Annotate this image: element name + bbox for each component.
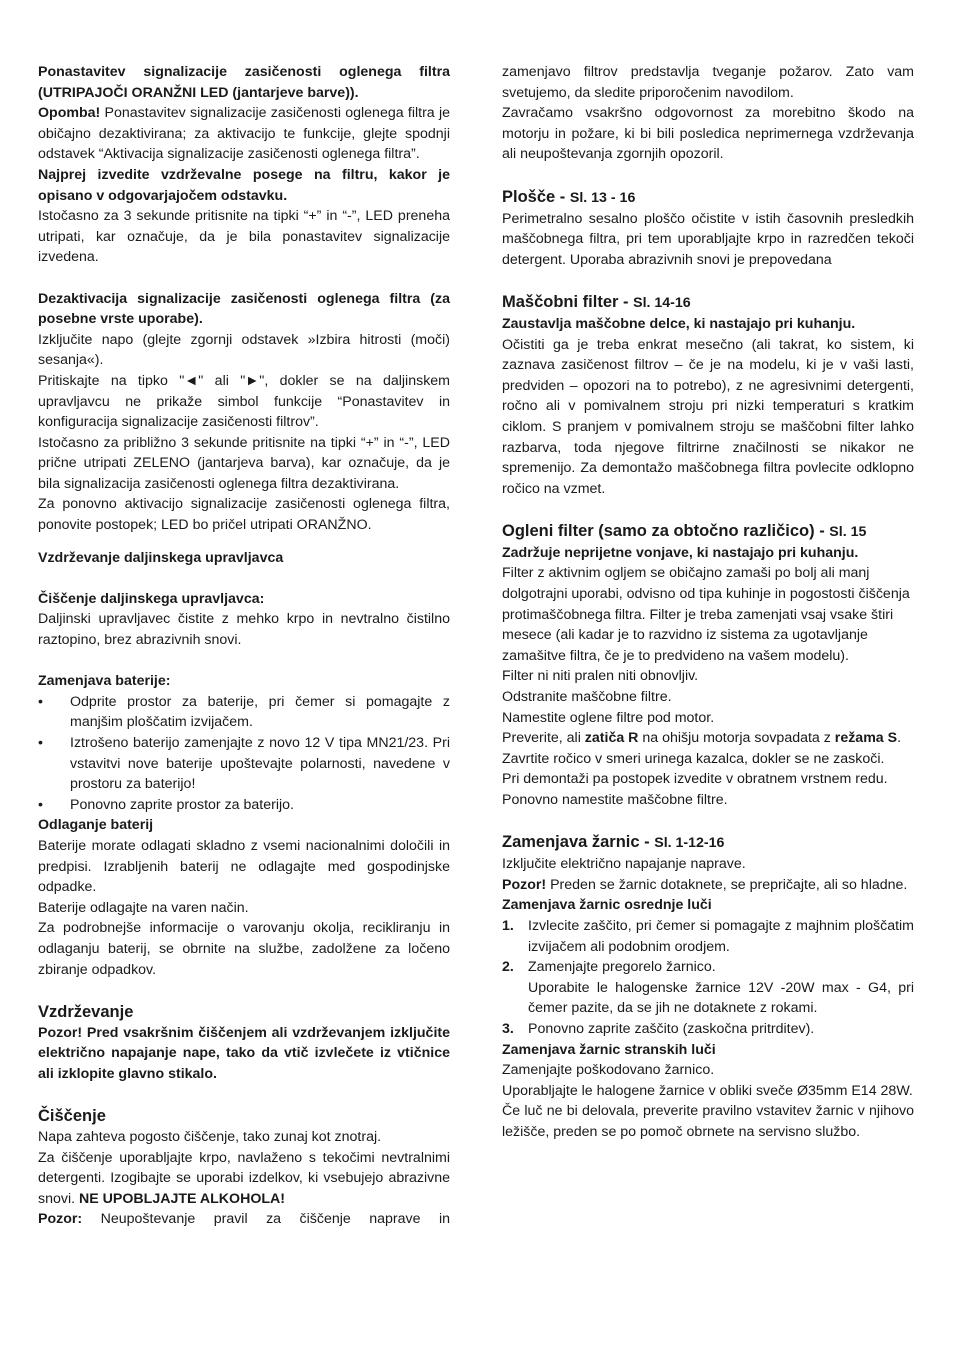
cleaning-warning-label: Pozor: <box>38 1211 83 1228</box>
remote-cleaning-title: Čiščenje daljinskega upravljavca: <box>38 590 265 607</box>
side-lamps-p1: Zamenjajte poškodovano žarnico. <box>502 1062 715 1079</box>
list-item: 1. Izvlecite zaščito, pri čemer si pomagajte z majhnim ploščatim izvijačem ali podobnim orodjem. <box>502 917 914 955</box>
plates-title: Plošče - Sl. 13 - 16 <box>502 187 636 206</box>
carbon-filter-p6: Pri demontaži pa postopek izvedite v obratnem vrstnem redu. <box>502 771 888 788</box>
grease-filter-subtitle: Zaustavlja maščobne delce, ki nastajajo pri kuhanju. <box>502 315 856 332</box>
carbon-filter-p3: Odstranite maščobne filtre. <box>502 689 672 706</box>
list-item: 2. Zamenjajte pregorelo žarnico. Uporabite le halogenske žarnice 12V -20W max - G4, pri čemer pazite, da se jih ne dotaknete z rokami. <box>502 959 914 1017</box>
bullet: • <box>38 693 43 710</box>
remote-maintenance-title: Vzdrževanje daljinskega upravljavca <box>38 549 284 566</box>
side-lamps-p2: Uporabljajte le halogene žarnice v obliki sveče Ø35mm E14 28W. <box>502 1082 913 1099</box>
reset-note <box>38 103 450 165</box>
figure-ref: Sl. 14-16 <box>633 294 691 311</box>
disposal-p2: Baterije odlagajte na varen način. <box>38 899 249 916</box>
step-number: 2. <box>502 959 514 976</box>
reset-title: Ponastavitev signalizacije zasičenosti oglenega filtra (UTRIPAJOČI ORANŽNI LED (jantarjeve barve)). <box>38 64 450 101</box>
grease-filter-title: Maščobni filter - Sl. 14-16 <box>502 292 691 311</box>
carbon-filter-p2: Filter ni niti pralen niti obnovljiv. <box>502 668 699 685</box>
side-lamps-title: Zamenjava žarnic stranskih luči <box>502 1041 716 1058</box>
figure-ref: Sl. 15 <box>829 523 867 540</box>
carbon-filter-p5: Preverite, ali zatiča R na ohišju motorja sovpadata z režama S. Zavrtite ročico v smeri urinega kazalca, dokler se ne zaskoči. <box>502 730 902 767</box>
remote-cleaning-text: Daljinski upravljavec čistite z mehko krpo in nevtralno čistilno raztopino, brez abrazivnih snovi. <box>38 611 450 649</box>
carbon-filter-p7: Ponovno namestite maščobne filtre. <box>502 792 728 808</box>
carbon-filter-p1: Filter z aktivnim ogljem se običajno zamaši po bolj ali manj dolgotrajni uporabi, odvisno od tipa kuhinje in pogostosti čiščenja protimaščobnega filtra. Filter je treba zamenjati vsaj vsake štiri mesece (ali kadar je to razvidno iz sistema za ugotavljanje zamašitve filtra, če je to predvideno na vašem modelu). <box>502 565 910 664</box>
side-lamps-p3: Če luč ne bi delovala, preverite pravilno vstavitev žarnic v njihovo ležišče, preden se po pomoč obrnete na servisno službo. <box>502 1103 914 1140</box>
deactivation-p3: Istočasno za približno 3 sekunde pritisnite na tipki “+” in “-”, LED prične utripati ZELENO (jantarjeva barva), kar označuje, da je bila signalizacija zasičenosti oglenega filtra dezaktivirana. <box>38 434 450 492</box>
lamps-title: Zamenjava žarnic - Sl. 1-12-16 <box>502 833 725 852</box>
bullet: • <box>38 796 43 813</box>
reset-first-step: Najprej izvedite vzdrževalne posege na filtru, kakor je opisano v odgovarjajočem odstavku. <box>38 166 450 204</box>
deactivation-p1: Izključite napo (glejte zgornji odstavek »Izbira hitrosti (moči) sesanja«). <box>38 331 450 369</box>
cleaning-warning: Pozor: Neupoštevanje pravil za čiščenje naprave in <box>38 1211 450 1228</box>
lamps-warning: Pozor! Preden se žarnic dotaknete, se prepričajte, ali so hladne. <box>502 876 908 893</box>
continuation-p1: zamenjavo filtrov predstavlja tveganje požarov. Zato vam svetujemo, da sledite priporočenim navodilom. <box>502 64 914 101</box>
maintenance-warning: Pozor! Pred vsakršnim čiščenjem ali vzdrževanjem izključite električno napajanje nape, tako da vtič izvlečete iz vtičnice ali izklopite glavno stikalo. <box>38 1024 450 1082</box>
figure-ref: Sl. 13 - 16 <box>569 189 636 206</box>
carbon-filter-subtitle: Zadržuje neprijetne vonjave, ki nastajajo pri kuhanju. <box>502 544 859 561</box>
bullet: • <box>38 735 43 751</box>
list-item: 3. Ponovno zaprite zaščito (zaskočna pritrditev). <box>502 1019 914 1040</box>
cleaning-title: Čiščenje <box>38 1107 106 1126</box>
battery-title: Zamenjava baterije: <box>38 673 171 690</box>
right-column <box>502 62 914 1143</box>
carbon-filter-p4: Namestite oglene filtre pod motor. <box>502 709 715 726</box>
lamps-p1: Izključite električno napajanje naprave. <box>502 856 746 873</box>
list-item: • Iztrošeno baterijo zamenjajte z novo 12 V tipa MN21/23. Pri vstavitvi nove baterije upoštevajte polarnosti, navedene v prostoru za baterijo! <box>38 735 450 793</box>
no-alcohol-warning: NE UPOBLJAJTE ALKOHOLA! <box>79 1190 286 1207</box>
figure-ref: Sl. 1-12-16 <box>654 835 725 852</box>
deactivation-title: Dezaktivacija signalizacije zasičenosti oglenega filtra (za posebne vrste uporabe). <box>38 290 450 328</box>
disposal-p3: Za podrobnejše informacije o varovanju okolja, recikliranju in odlaganju baterij, se obrnite na službe, zadolžene za ločeno zbiranje odpadkov. <box>38 920 450 978</box>
central-lamps-title: Zamenjava žarnic osrednje luči <box>502 897 712 914</box>
disposal-title: Odlaganje baterij <box>38 817 154 834</box>
left-column <box>38 62 450 1230</box>
cleaning-p2: Za čiščenje uporabljajte krpo, navlaženo s tekočimi nevtralnimi detergenti. Izogibajte se uporabi izdelkov, ki vsebujejo abrazivne snovi. NE UPOBLJAJTE ALKOHOLA! <box>38 1149 450 1207</box>
list-item: • Odprite prostor za baterije, pri čemer si pomagajte z manjšim ploščatim izvijačem. <box>38 693 450 731</box>
plates-text: Perimetralno sesalno ploščo očistite v istih časovnih presledkih maščobnega filtra, pri tem uporabljajte krpo in razredčen tekoči detergent. Uporaba abrazivnih snovi je prepovedana <box>502 210 914 268</box>
continuation-p2: Zavračamo vsakršno odgovornost za morebitno škodo na motorju in požare, ki bi bili posledica neprimernega vzdrževanja ali neupoštevanja zgornjih opozoril. <box>502 105 914 163</box>
lamps-warning-label: Pozor! <box>502 876 547 893</box>
carbon-filter-title: Ogleni filter (samo za obtočno različico) - Sl. 15 <box>502 521 867 540</box>
disposal-p1: Baterije morate odlagati skladno z vsemi nacionalnimi določili in predpisi. Izrabljenih baterij ne odlagajte med gospodinjske odpadke. <box>38 837 450 896</box>
grease-filter-text: Očistiti ga je treba enkrat mesečno (ali takrat, ko sistem, ki zaznava zasičenost filtrov – če je na modelu, ki je v vaši lasti, predviden – opozori na to potrebo), z ne agresivnimi detergenti, ročno ali v pomivalnem stroju pri nizki temperaturi s kratkim ciklom. S pranjem v pomivalnem stroju se maščobni filter lahko razbarva, toda njegove filtrirne značilnosti se nikakor ne spremenijo. Za demontažo maščobnega filtra povlecite odklopno ročico na vzmet. <box>502 336 914 497</box>
deactivation-p2: Pritiskajte na tipko "◄" ali "►", dokler se na daljinskem upravljavcu ne prikaže simbol funkcije “Ponastavitev in konfiguracija signalizacije zasičenosti filtrov”. <box>38 372 450 431</box>
maintenance-title: Vzdrževanje <box>38 1002 134 1021</box>
cleaning-p1: Napa zahteva pogosto čiščenje, tako zunaj kot znotraj. <box>38 1129 382 1146</box>
deactivation-p4: Za ponovno aktivacijo signalizacije zasičenosti oglenega filtra, ponovite postopek; LED bo pričel utripati ORANŽNO. <box>38 496 450 534</box>
step-number: 3. <box>502 1020 514 1037</box>
step-number: 1. <box>502 917 514 934</box>
list-item: • Ponovno zaprite prostor za baterijo. <box>38 795 450 816</box>
reset-note-text: Ponastavitev signalizacije zasičenosti oglenega filtra je običajno dezaktivirana; za aktivacijo te funkcije, glejte spodnji odstavek “Aktivacija signalizacije zasičenosti oglenega filtra”. <box>38 105 450 163</box>
reset-press: Istočasno za 3 sekunde pritisnite na tipki “+” in “-”, LED preneha utripati, kar označuje, da je bila ponastavitev signalizacije izvedena. <box>38 208 450 266</box>
reset-note-label: Opomba! <box>38 105 101 122</box>
